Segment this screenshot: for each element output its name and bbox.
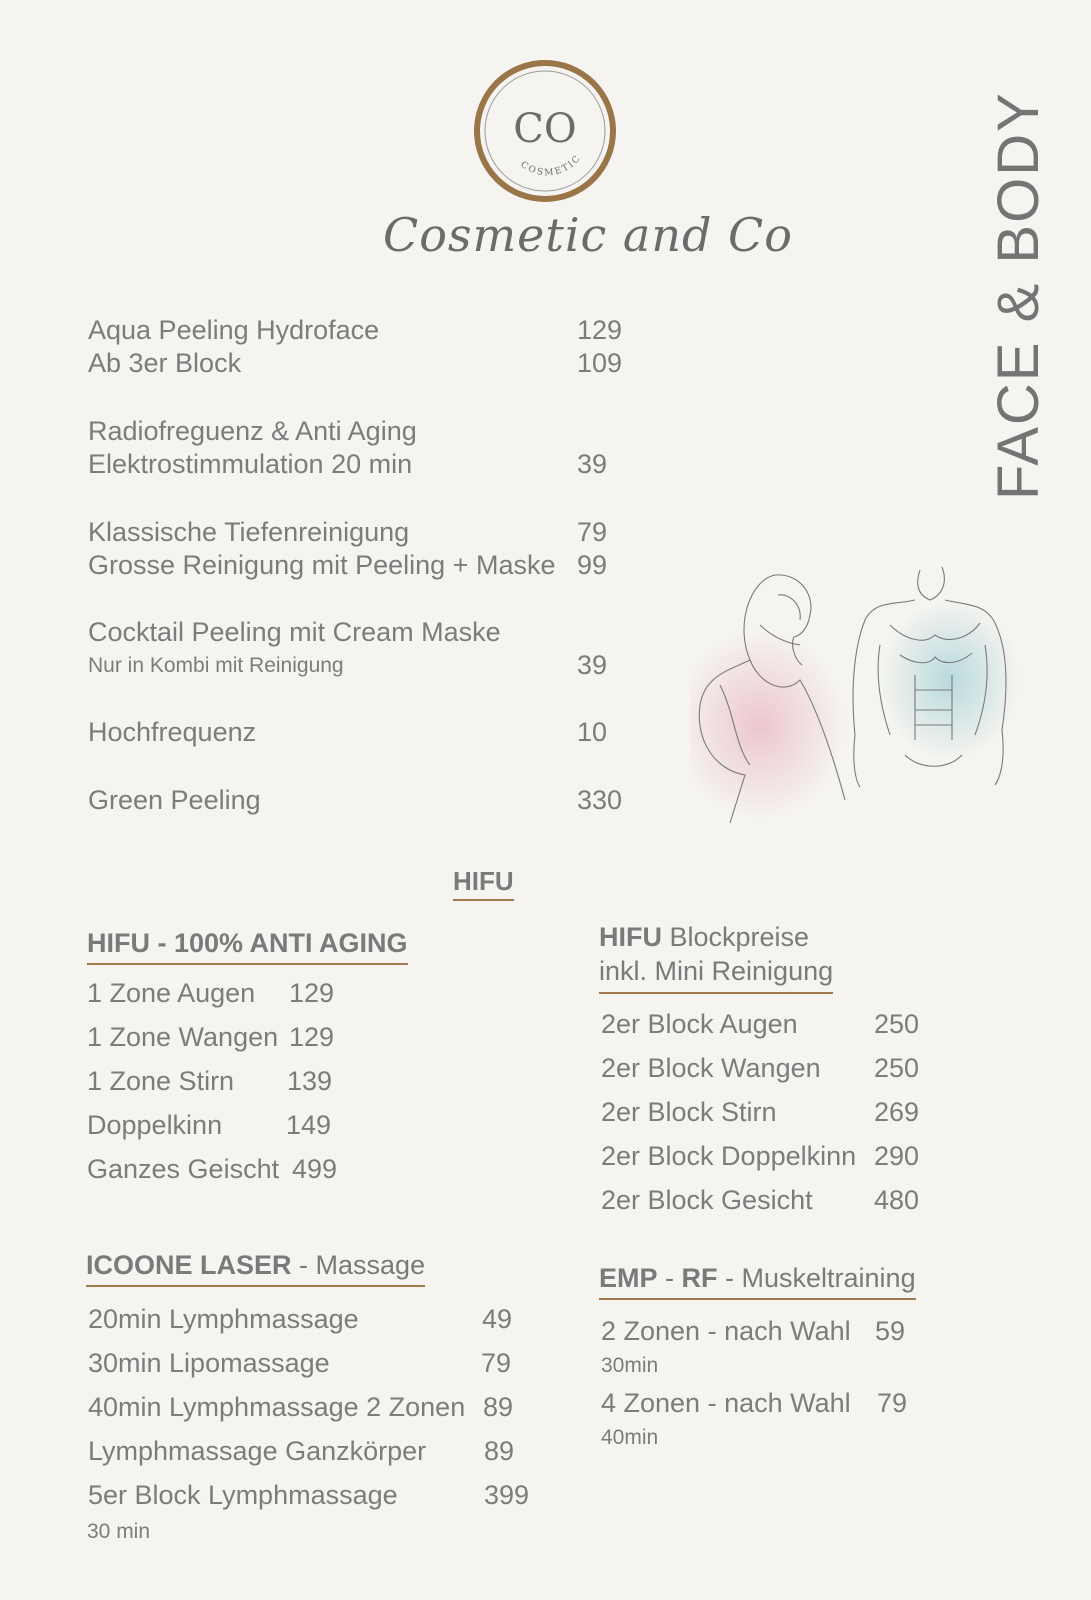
face-service-price: 109: [577, 348, 623, 378]
icoone-title-rest: - Massage: [291, 1250, 426, 1280]
face-service-name: Aqua Peeling Hydroface: [88, 315, 380, 345]
icoone-item-price: 89: [484, 1436, 515, 1466]
face-service-name: Hochfrequenz: [88, 717, 257, 747]
blue-watercolor: [880, 600, 1020, 760]
emp-title-bold-1: EMP: [599, 1263, 658, 1293]
icoone-item-name: Lymphmassage Ganzkörper: [88, 1436, 427, 1466]
hifu-zone-name: 1 Zone Wangen: [87, 1022, 279, 1052]
hifu-block-price: 250: [874, 1009, 920, 1039]
icoone-item-name: 5er Block Lymphmassage: [88, 1480, 398, 1510]
hifu-zone-price: 129: [289, 978, 335, 1008]
hifu-block-price: 290: [874, 1141, 920, 1171]
face-service-name: Ab 3er Block: [88, 348, 242, 378]
hifu-block-price: 269: [874, 1097, 920, 1127]
icoone-item-name: 40min Lymphmassage 2 Zonen: [88, 1392, 466, 1422]
icoone-item-price: 49: [482, 1304, 513, 1334]
face-service-price: 129: [577, 315, 623, 345]
icoone-heading: [86, 1250, 425, 1287]
logo-emblem: [472, 58, 618, 204]
face-service-name: Nur in Kombi mit Reinigung: [88, 654, 344, 677]
brand-logo: [472, 58, 618, 204]
emp-item-duration: 40min: [601, 1426, 659, 1449]
hifu-block-subtitle: inkl. Mini Reinigung: [599, 956, 834, 986]
face-service-price: 39: [577, 650, 608, 680]
svg-text:COSMETIC: [518, 153, 583, 178]
hifu-zone-name: Doppelkinn: [87, 1110, 223, 1140]
hifu-anti-aging-title: HIFU - 100% ANTI AGING: [87, 928, 408, 958]
icoone-title-bold: ICOONE LASER: [86, 1250, 292, 1280]
face-service-price: 99: [577, 550, 608, 580]
icoone-item-name: 30min Lipomassage: [88, 1348, 330, 1378]
emp-heading: [599, 1263, 916, 1300]
icoone-item-price: 89: [483, 1392, 514, 1422]
emp-item-price: 79: [877, 1388, 908, 1418]
logo-monogram: CO: [513, 106, 577, 152]
emp-item-name: 2 Zonen - nach Wahl: [601, 1316, 851, 1346]
hifu-block-name: 2er Block Doppelkinn: [601, 1141, 857, 1171]
icoone-item-price: 399: [484, 1480, 530, 1510]
face-service-name: Klassische Tiefenreinigung: [88, 517, 410, 547]
hifu-zone-name: Ganzes Geischt: [87, 1154, 280, 1184]
face-service-price: 79: [577, 517, 608, 547]
brand-name: Cosmetic and Co: [383, 208, 793, 262]
hifu-zone-name: 1 Zone Augen: [87, 978, 256, 1008]
face-service-name: Radiofreguenz & Anti Aging: [88, 416, 417, 446]
hifu-block-name: 2er Block Wangen: [601, 1053, 821, 1083]
icoone-item-name: 20min Lymphmassage: [88, 1304, 359, 1334]
emp-title-rest: - Muskeltraining: [717, 1263, 916, 1293]
hifu-zone-name: 1 Zone Stirn: [87, 1066, 235, 1096]
hifu-section-heading: HIFU: [453, 866, 514, 901]
face-service-price: 39: [577, 449, 608, 479]
logo-ring-text: COSMETIC: [518, 153, 584, 179]
emp-item-duration: 30min: [601, 1354, 659, 1377]
hifu-anti-aging-heading: [87, 928, 408, 965]
icoone-note: 30 min: [87, 1520, 151, 1543]
hifu-block-heading: [599, 920, 833, 994]
emp-item-name: 4 Zonen - nach Wahl: [601, 1388, 851, 1418]
hifu-zone-price: 149: [286, 1110, 332, 1140]
hifu-block-name: 2er Block Stirn: [601, 1097, 777, 1127]
face-service-price: 10: [577, 717, 608, 747]
hifu-block-price: 480: [874, 1185, 920, 1215]
hifu-block-title-bold: HIFU: [599, 922, 662, 952]
hifu-zone-price: 129: [289, 1022, 335, 1052]
hifu-block-title-rest: Blockpreise: [662, 922, 810, 952]
face-service-price: 330: [577, 785, 623, 815]
vertical-title: FACE & BODY: [986, 91, 1051, 500]
body-illustration: [690, 565, 1030, 830]
face-service-name: Grosse Reinigung mit Peeling + Maske: [88, 550, 556, 580]
face-service-name: Elektrostimmulation 20 min: [88, 449, 413, 479]
hifu-block-price: 250: [874, 1053, 920, 1083]
hifu-zone-price: 139: [287, 1066, 333, 1096]
hifu-block-name: 2er Block Augen: [601, 1009, 798, 1039]
face-service-name: Green Peeling: [88, 785, 261, 815]
hifu-zone-price: 499: [292, 1154, 338, 1184]
emp-item-price: 59: [875, 1316, 906, 1346]
emp-title-bold-2: RF: [681, 1263, 718, 1293]
emp-title-sep: -: [657, 1263, 682, 1293]
face-service-name: Cocktail Peeling mit Cream Maske: [88, 617, 501, 647]
pink-watercolor: [690, 630, 845, 820]
icoone-item-price: 79: [481, 1348, 512, 1378]
hifu-block-name: 2er Block Gesicht: [601, 1185, 813, 1215]
